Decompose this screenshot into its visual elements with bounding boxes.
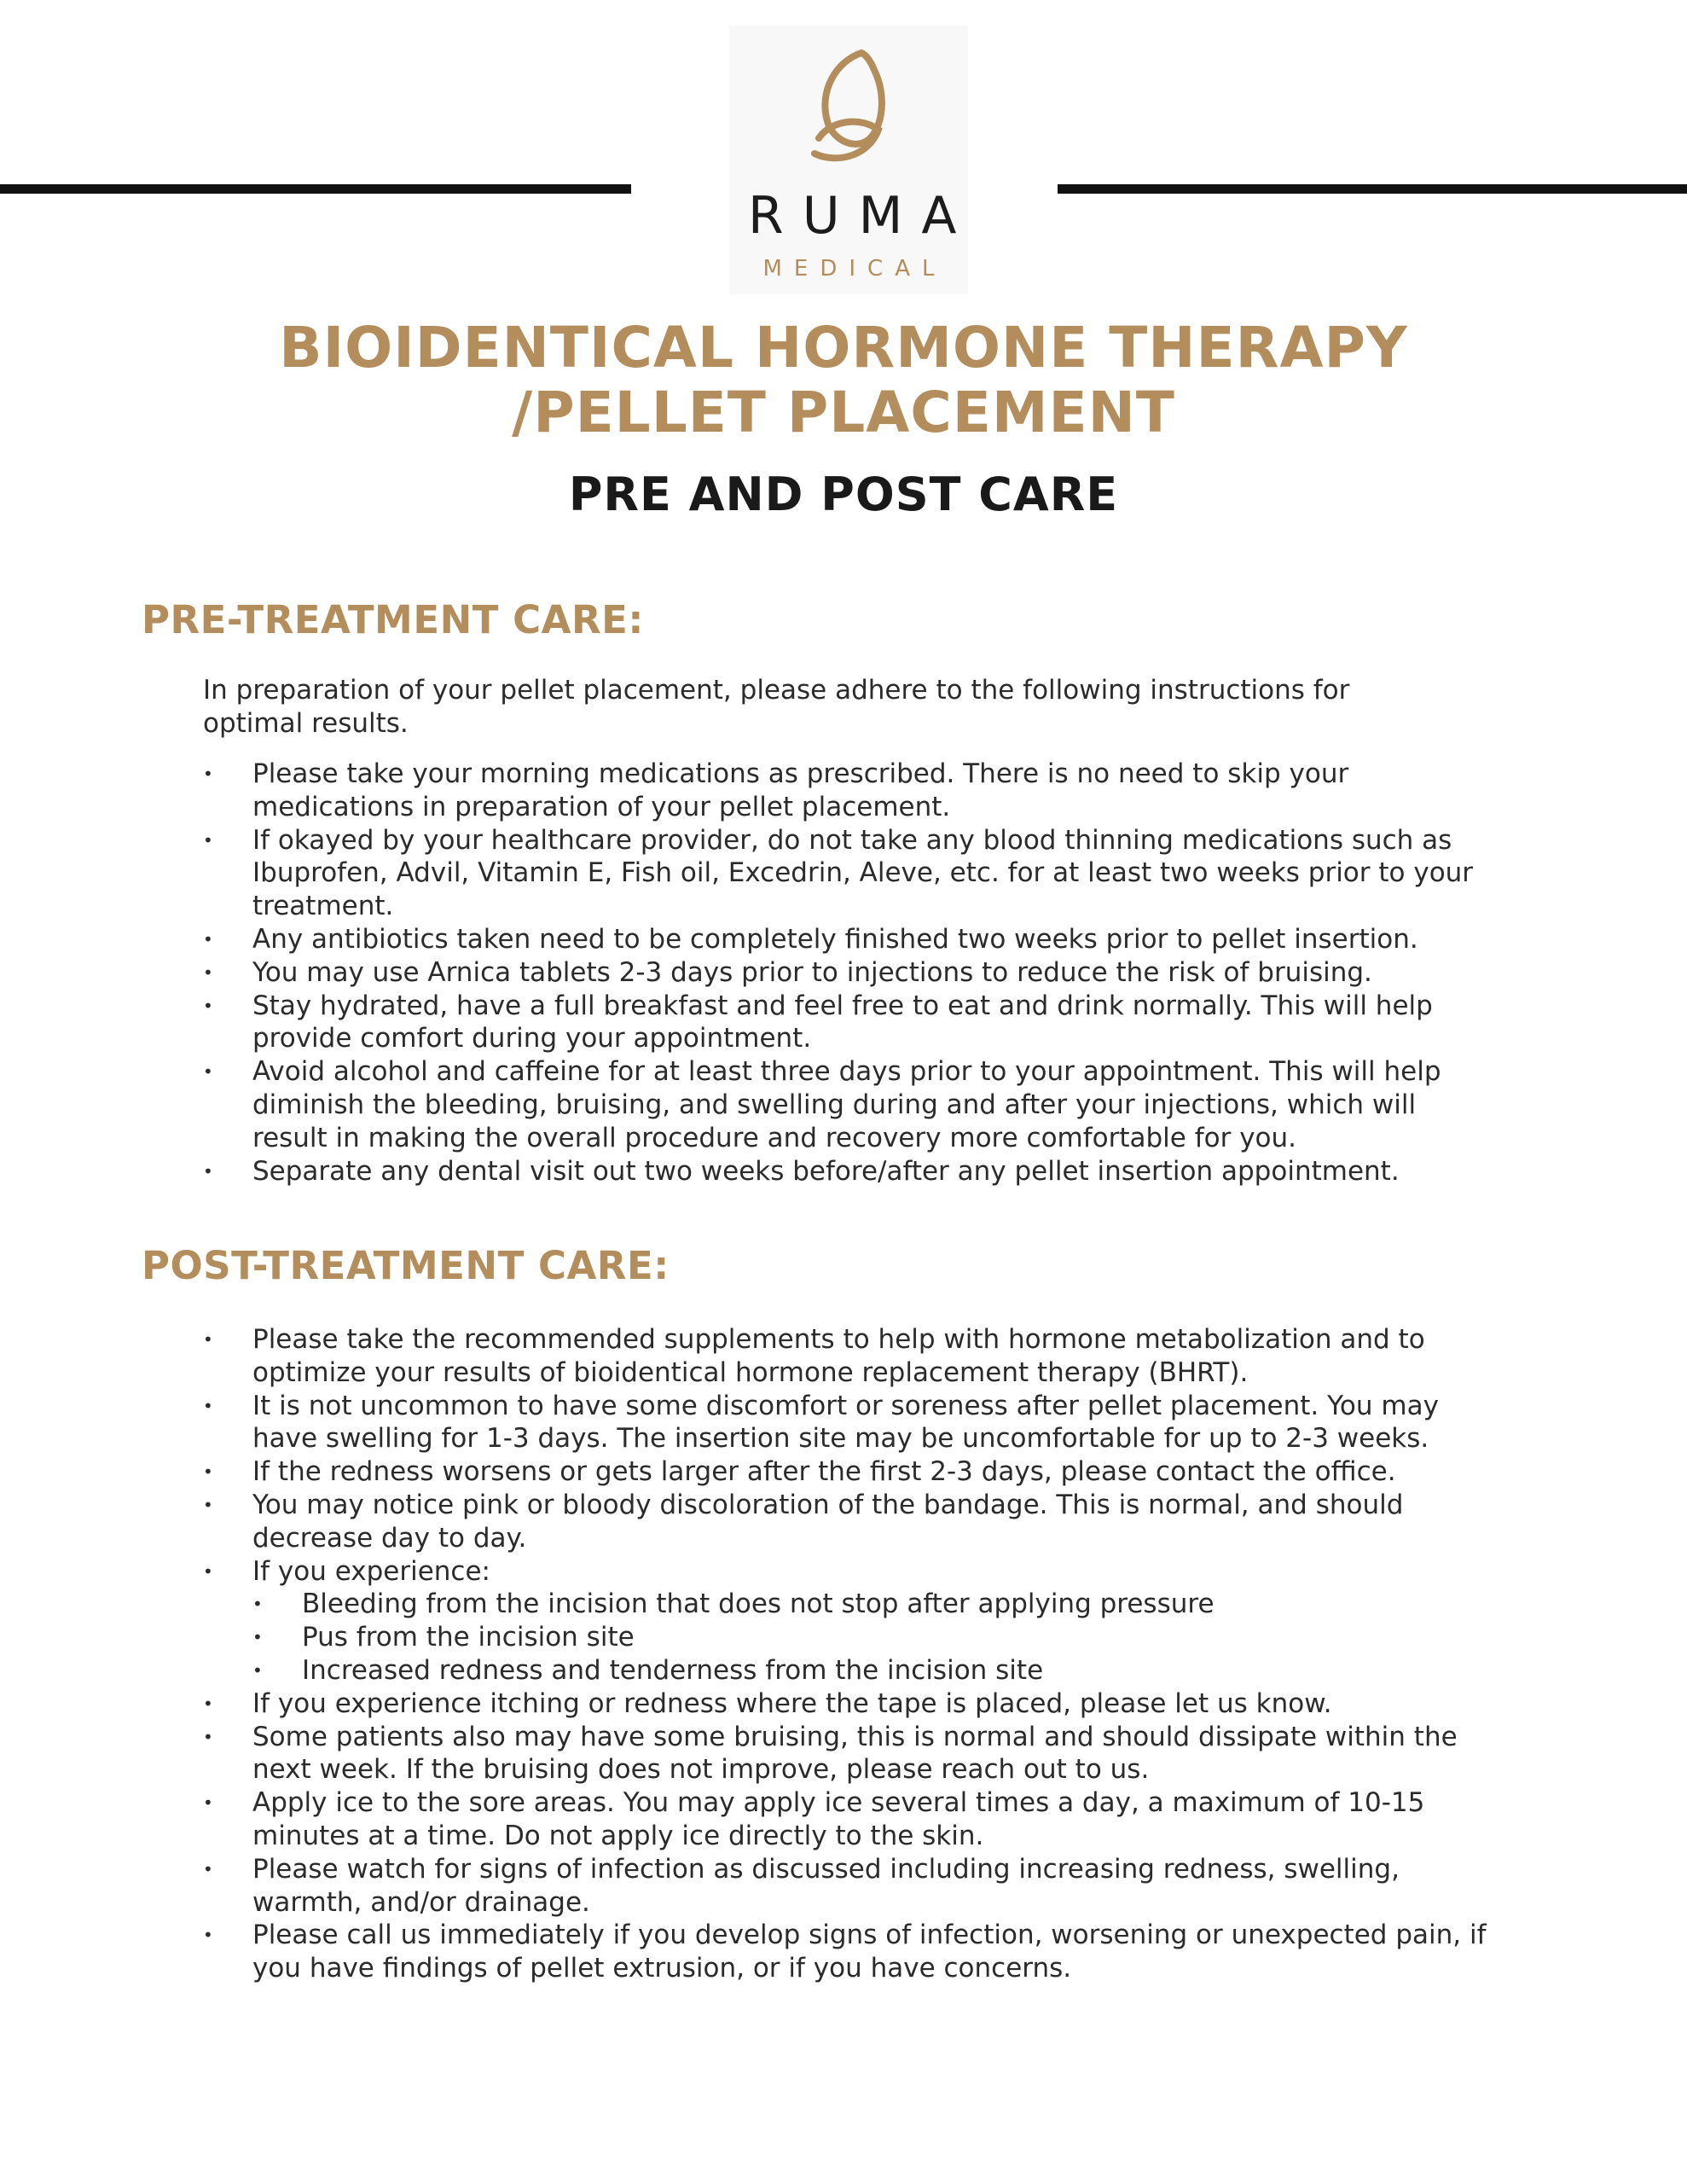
list-item: • It is not uncommon to have some discomfort or soreness after pellet placement. You may have swelling for 1-3 days. The insertion site may be uncomfortable for up to 2-3 weeks. <box>203 1390 1491 1456</box>
list-item: • If the redness worsens or gets larger after the first 2-3 days, please contact the office. <box>203 1455 1491 1489</box>
sub-list <box>203 1588 1491 1687</box>
sub-list-item: • Bleeding from the incision that does not stop after applying pressure <box>203 1588 1491 1621</box>
page-title <box>0 316 1687 445</box>
list-item: • Stay hydrated, have a full breakfast and feel free to eat and drink normally. This will help provide comfort during your appointment. <box>203 990 1491 1056</box>
list-item: • Any antibiotics taken need to be completely finished two weeks prior to pellet insertion. <box>203 923 1491 956</box>
list-item <box>203 1555 1491 1687</box>
header-rule-right <box>1058 184 1687 194</box>
brand-subname: MEDICAL <box>762 256 947 282</box>
list-item: • If you experience itching or redness where the tape is placed, please let us know. <box>203 1687 1491 1721</box>
list-item: • You may notice pink or bloody discoloration of the bandage. This is normal, and should decrease day to day. <box>203 1489 1491 1555</box>
list-item-text: If you experience: <box>252 1555 490 1587</box>
list-item: • Apply ice to the sore areas. You may apply ice several times a day, a maximum of 10-15 minutes at a time. Do not apply ice directly to the skin. <box>203 1786 1491 1853</box>
header-rule-left <box>0 184 631 194</box>
list-item: • If okayed by your healthcare provider, do not take any blood thinning medications such as Ibuprofen, Advil, Vitamin E, Fish oil, Excedrin, Aleve, etc. for at least two weeks prior to your treatment. <box>203 824 1491 923</box>
leaf-logo-icon <box>802 44 896 172</box>
list-item: • Separate any dental visit out two weeks before/after any pellet insertion appointment. <box>203 1155 1491 1188</box>
title-line-2: /PELLET PLACEMENT <box>512 380 1175 445</box>
page-subtitle: PRE AND POST CARE <box>568 468 1119 521</box>
brand-logo <box>729 26 976 294</box>
pre-treatment-list <box>203 758 1491 1188</box>
sub-list-item: • Increased redness and tenderness from the incision site <box>203 1654 1491 1687</box>
brand-name: RUMA <box>748 186 976 246</box>
list-item: • You may use Arnica tablets 2-3 days prior to injections to reduce the risk of bruising. <box>203 956 1491 990</box>
pre-treatment-intro: In preparation of your pellet placement, please adhere to the following instructions for optimal results. <box>203 675 1350 739</box>
list-item: • Please watch for signs of infection as discussed including increasing redness, swelling, warmth, and/or drainage. <box>203 1853 1491 1920</box>
list-item: • Please take your morning medications as prescribed. There is no need to skip your medications in preparation of your pellet placement. <box>203 758 1491 824</box>
list-item: • Some patients also may have some bruising, this is normal and should dissipate within the next week. If the bruising does not improve, please reach out to us. <box>203 1721 1491 1787</box>
pre-treatment-heading: PRE-TREATMENT CARE: <box>142 597 644 642</box>
list-item: • Avoid alcohol and caffeine for at least three days prior to your appointment. This will help diminish the bleeding, bruising, and swelling during and after your injections, which will result in making the overall procedure and recovery more comfortable for you. <box>203 1055 1491 1154</box>
sub-list-item: • Pus from the incision site <box>203 1621 1491 1654</box>
title-line-1: BIOIDENTICAL HORMONE THERAPY <box>279 315 1408 380</box>
post-treatment-heading: POST-TREATMENT CARE: <box>142 1243 670 1288</box>
list-item: • Please call us immediately if you develop signs of infection, worsening or unexpected pain, if you have findings of pellet extrusion, or if you have concerns. <box>203 1919 1491 1985</box>
list-item: • Please take the recommended supplements to help with hormone metabolization and to optimize your results of bioidentical hormone replacement therapy (BHRT). <box>203 1323 1491 1390</box>
post-treatment-list <box>203 1323 1491 1985</box>
